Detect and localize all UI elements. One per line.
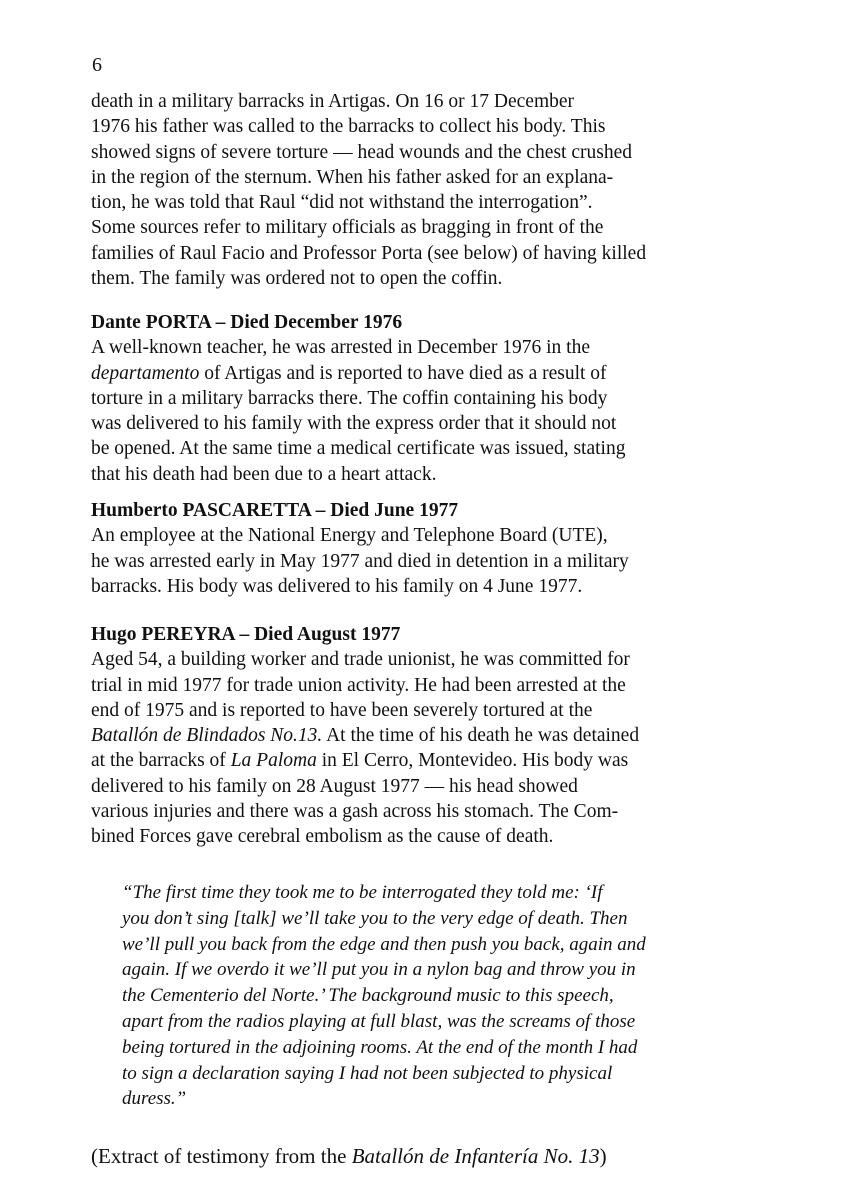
text-span: (Extract of testimony from the: [91, 1144, 352, 1168]
italic-term: La Paloma: [230, 750, 317, 772]
text-line: death in a military barracks in Artigas. On 16 or 17 December: [91, 91, 575, 112]
text-line: tion, he was told that Raul “did not withstand the interrogation”.: [91, 192, 593, 214]
italic-term: Batallón de Blindados No.13.: [91, 725, 323, 747]
text-line: that his death had been due to a heart attack.: [91, 463, 437, 485]
text-line: end of 1975 and is reported to have been severely tortured at the: [91, 699, 593, 721]
entry-pereyra: [91, 622, 759, 850]
text-line: A well-known teacher, he was arrested in December 1976 in the: [91, 337, 590, 359]
text-span: at the barracks of: [91, 750, 231, 772]
quote-line: being tortured in the adjoining rooms. At the end of the month I had: [122, 1036, 638, 1058]
quote-line: we’ll pull you back from the edge and then push you back, again and: [122, 933, 646, 955]
text-span: ): [599, 1144, 607, 1168]
text-span: of Artigas and is reported to have died as a result of: [199, 362, 607, 384]
text-line: [91, 361, 759, 386]
text-line: trial in mid 1977 for trade union activity. He had been arrested at the: [91, 674, 626, 696]
quote-line: again. If we overdo it we’ll put you in a nylon bag and throw you in: [122, 959, 636, 981]
text-line: them. The family was ordered not to open the coffin.: [91, 268, 503, 290]
entry-pascaretta: [91, 498, 759, 599]
quote-line: duress.”: [122, 1088, 187, 1110]
entry-porta: [91, 310, 759, 487]
text-line: bined Forces gave cerebral embolism as the cause of death.: [91, 826, 554, 848]
entry-heading: Humberto PASCARETTA – Died June 1977: [91, 500, 459, 521]
text-line: was delivered to his family with the express order that it should not: [91, 413, 617, 435]
quote-line: the Cementerio del Norte.’ The background music to this speech,: [122, 985, 614, 1007]
text-line: barracks. His body was delivered to his family on 4 June 1977.: [91, 575, 583, 597]
text-line: be opened. At the same time a medical certificate was issued, stating: [91, 438, 626, 460]
text-line: various injuries and there was a gash across his stomach. The Com-: [91, 801, 619, 823]
text-span: in El Cerro, Montevideo. His body was: [316, 750, 629, 772]
quote-line: apart from the radios playing at full blast, was the screams of those: [122, 1010, 636, 1032]
quote-source: [91, 1143, 607, 1169]
entry-heading: Hugo PEREYRA – Died August 1977: [91, 624, 401, 645]
text-line: [91, 723, 759, 748]
text-line: An employee at the National Energy and Telephone Board (UTE),: [91, 525, 608, 547]
text-line: showed signs of severe torture — head wounds and the chest crushed: [91, 141, 632, 163]
text-line: torture in a military barracks there. The coffin containing his body: [91, 387, 608, 409]
italic-term: Batallón de Infantería No. 13: [351, 1144, 600, 1168]
text-line: Some sources refer to military officials as bragging in front of the: [91, 217, 604, 239]
italic-term: departamento: [91, 362, 200, 384]
quote-line: you don’t sing [talk] we’ll take you to the very edge of death. Then: [122, 907, 628, 929]
quote-line: “The first time they took me to be interrogated they told me: ‘If: [122, 882, 603, 903]
quote-line: to sign a declaration saying I had not been subjected to physical: [122, 1062, 613, 1084]
text-line: [91, 748, 759, 773]
text-line: families of Raul Facio and Professor Porta (see below) of having killed: [91, 242, 647, 264]
intro-paragraph: [91, 89, 759, 291]
page-number: 6: [92, 54, 102, 76]
text-line: delivered to his family on 28 August 1977 — his head showed: [91, 775, 578, 797]
text-line: in the region of the sternum. When his father asked for an explana-: [91, 166, 614, 188]
testimony-quote: [122, 880, 762, 1112]
text-line: Aged 54, a building worker and trade unionist, he was committed for: [91, 649, 630, 671]
text-line: he was arrested early in May 1977 and died in detention in a military: [91, 550, 629, 572]
text-line: 1976 his father was called to the barracks to collect his body. This: [91, 116, 606, 138]
text-span: At the time of his death he was detained: [322, 725, 640, 747]
entry-heading: Dante PORTA – Died December 1976: [91, 312, 403, 333]
